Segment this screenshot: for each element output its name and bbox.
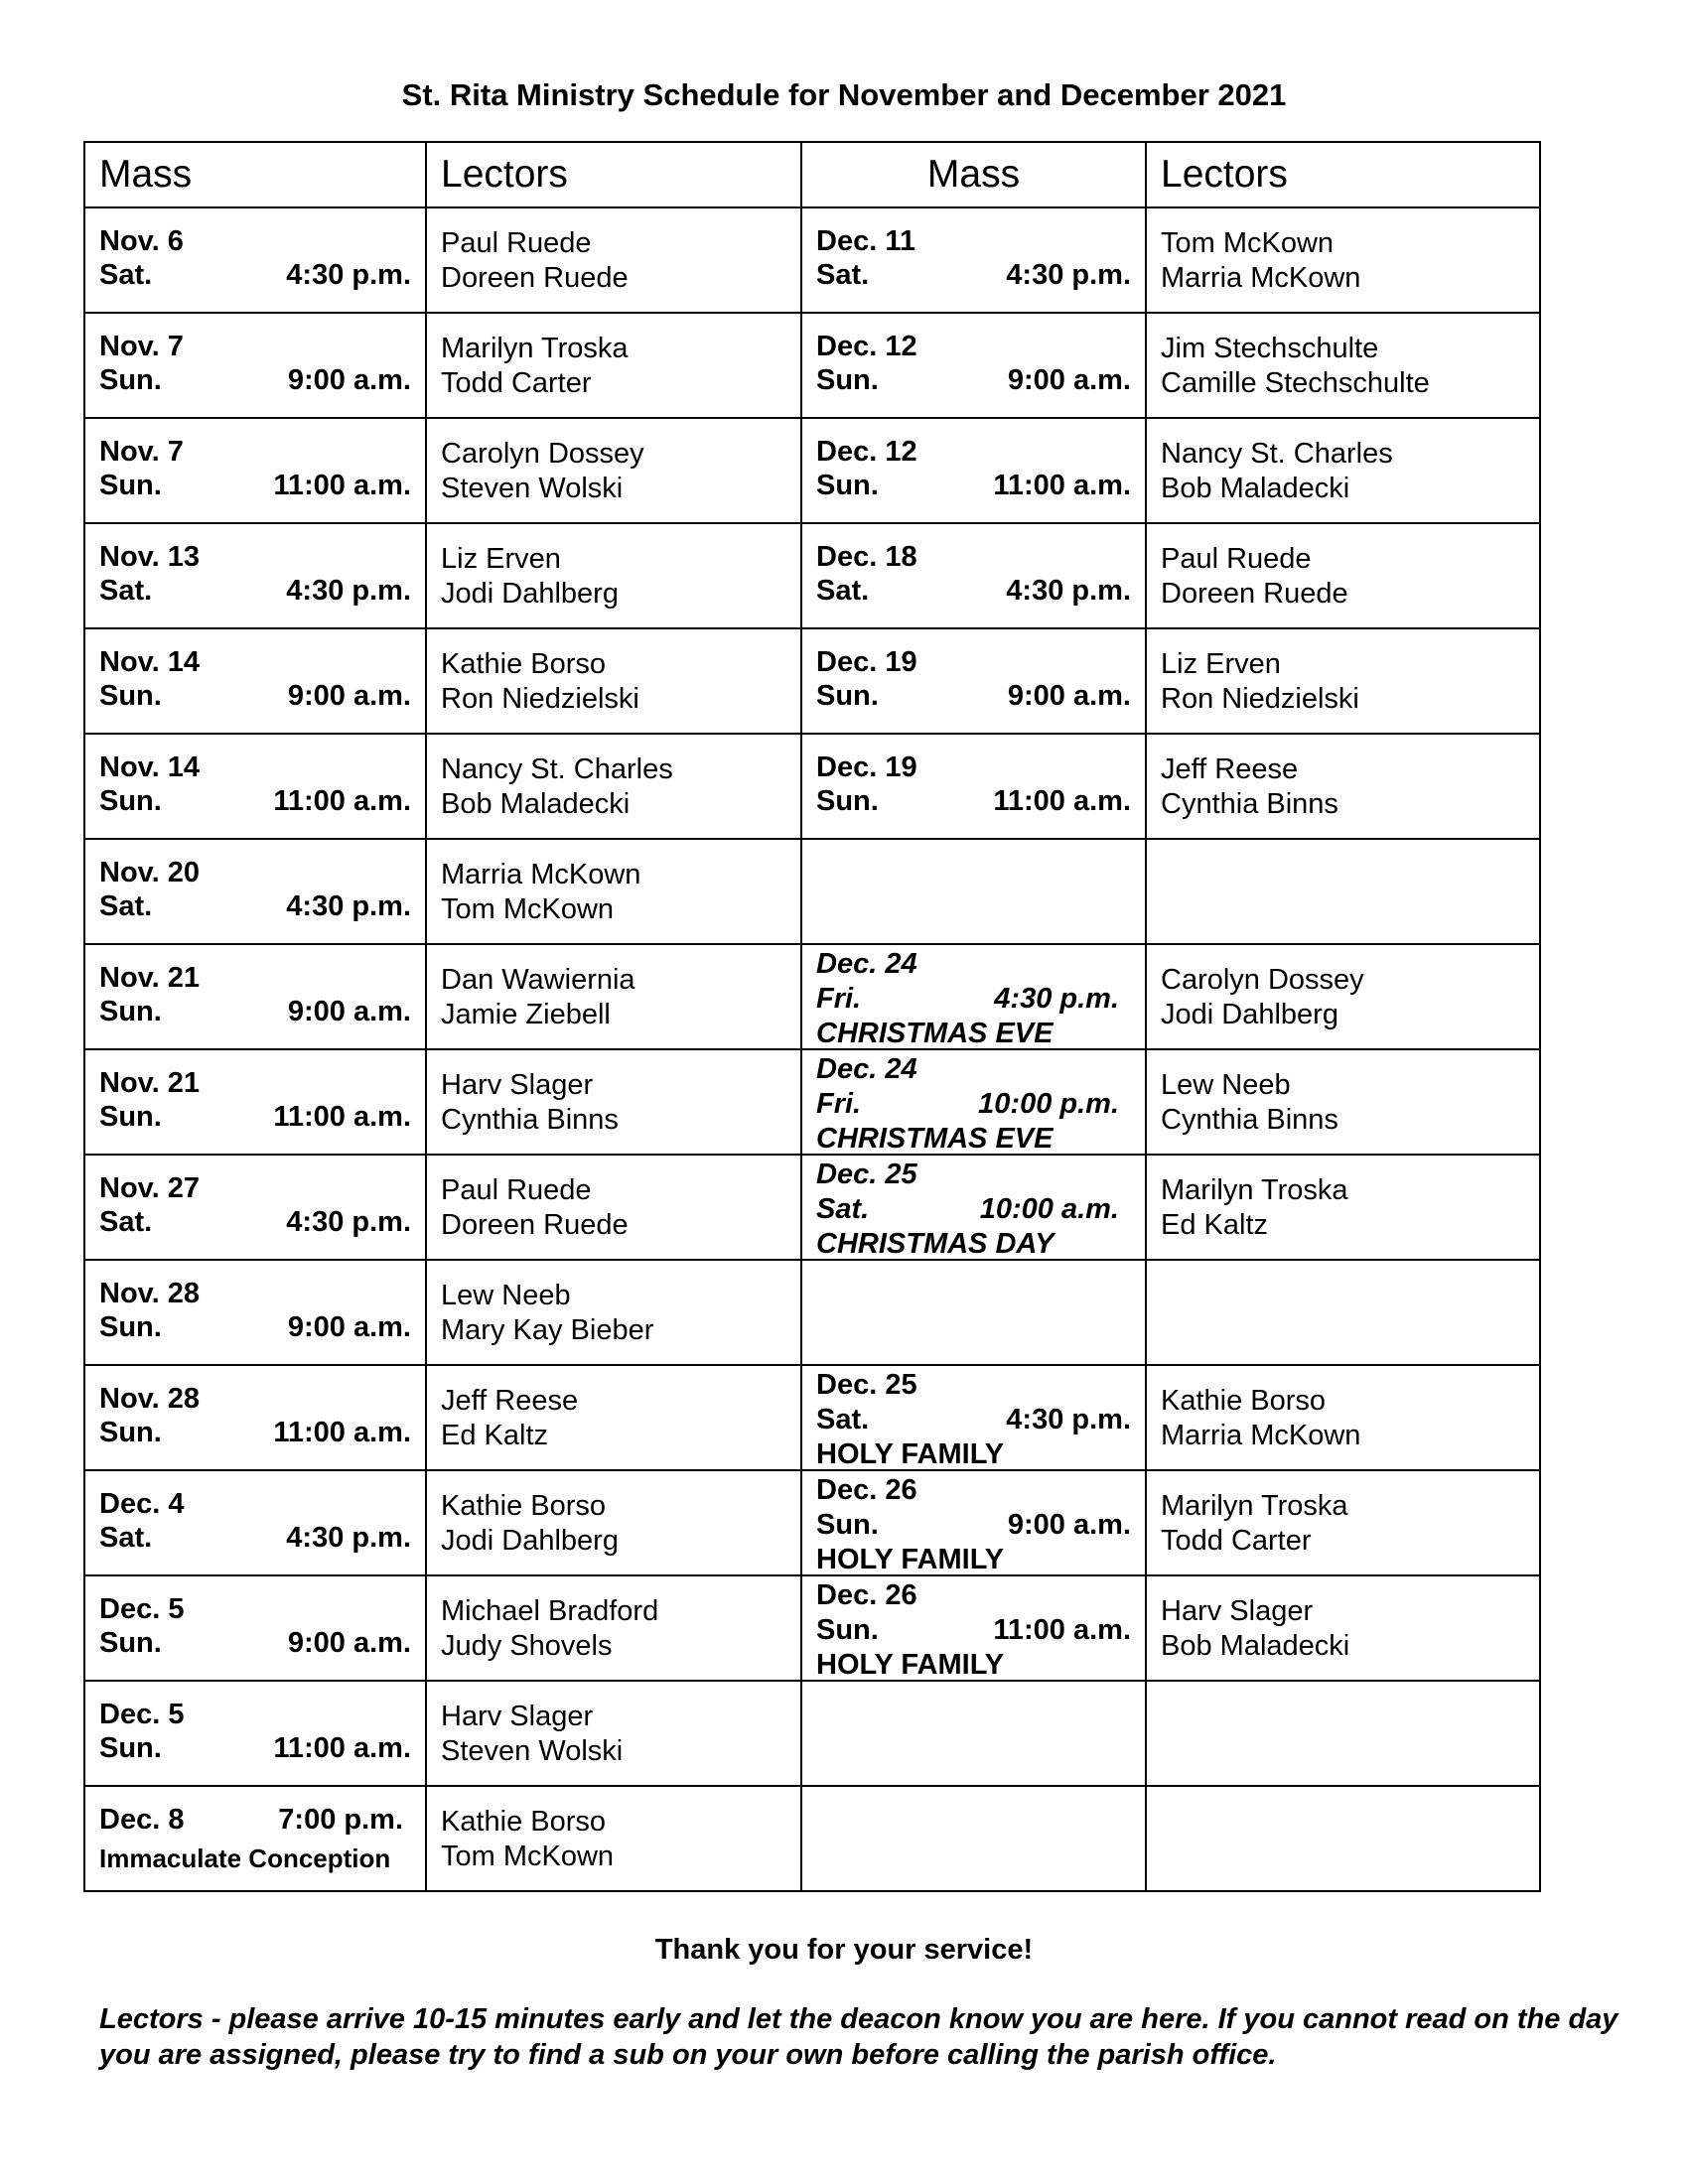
lectors-cell [426, 207, 801, 313]
mass-info [85, 840, 425, 943]
mass-info [802, 945, 1145, 1048]
mass-info [802, 1156, 1145, 1259]
lectors-cell [1146, 944, 1540, 1049]
mass-feast: HOLY FAMILY [816, 1544, 1005, 1575]
mass-date: Nov. 20 [99, 857, 201, 888]
mass-date: Nov. 28 [99, 1278, 201, 1309]
mass-time: 4:30 p.m. [286, 1206, 411, 1238]
mass-time: 7:00 p.m. [278, 1804, 403, 1836]
lector-name: Dan Wawiernia [441, 964, 635, 996]
mass-cell [84, 1575, 426, 1681]
mass-day: Sat. [99, 890, 153, 922]
mass-info [85, 1787, 425, 1890]
mass-day: Sun. [99, 1732, 162, 1764]
lector-name: Marria McKown [1161, 262, 1361, 294]
lectors-cell [1146, 523, 1540, 628]
lector-name: Liz Erven [441, 543, 561, 575]
lector-name: Harv Slager [1161, 1595, 1314, 1627]
table-row [84, 944, 1540, 1049]
mass-cell [801, 1365, 1146, 1470]
lectors-cell [426, 734, 801, 839]
mass-date: Nov. 7 [99, 436, 184, 468]
lector-names [427, 629, 800, 717]
mass-date: Dec. 11 [816, 225, 915, 257]
lectors-cell [426, 1365, 801, 1470]
mass-date: Dec. 25 [816, 1369, 917, 1401]
lector-names [1147, 314, 1539, 401]
mass-time: 4:30 p.m. [1006, 1404, 1131, 1435]
lector-name: Jeff Reese [441, 1385, 579, 1417]
mass-cell [801, 418, 1146, 523]
lectors-cell [1146, 628, 1540, 734]
lector-name: Bob Maladecki [1161, 1630, 1350, 1662]
table-row [84, 1786, 1540, 1891]
mass-time: 11:00 a.m. [993, 470, 1131, 501]
lector-names [427, 314, 800, 401]
mass-feast: CHRISTMAS EVE [816, 1123, 1054, 1155]
mass-time: 10:00 a.m. [979, 1193, 1119, 1225]
mass-cell [84, 1365, 426, 1470]
lector-name: Bob Maladecki [441, 788, 631, 820]
lector-names [427, 524, 800, 612]
mass-info [802, 419, 1145, 522]
lector-name: Jeff Reese [1161, 753, 1299, 785]
mass-info [85, 1682, 425, 1785]
lector-name: Ed Kaltz [441, 1420, 548, 1451]
mass-day: Sun. [99, 785, 162, 817]
mass-date: Nov. 27 [99, 1172, 201, 1204]
lector-names [427, 840, 800, 927]
lectors-cell [1146, 1365, 1540, 1470]
table-row [84, 1681, 1540, 1786]
lectors-cell [1146, 1470, 1540, 1575]
mass-info [85, 1576, 425, 1680]
mass-day: Sun. [816, 364, 879, 396]
mass-day: Sun. [816, 470, 879, 501]
lector-name: Marilyn Troska [441, 333, 629, 364]
mass-day: Sat. [99, 1206, 153, 1238]
mass-date: Nov. 21 [99, 962, 201, 994]
lector-name: Kathie Borso [441, 1490, 607, 1522]
mass-time: 4:30 p.m. [1006, 575, 1131, 607]
lector-names [427, 1050, 800, 1138]
mass-info [85, 629, 425, 733]
lector-name: Ed Kaltz [1161, 1209, 1268, 1241]
mass-info [85, 1156, 425, 1259]
mass-cell [84, 1049, 426, 1155]
lector-name: Marilyn Troska [1161, 1490, 1348, 1522]
lectors-cell [426, 1575, 801, 1681]
mass-time: 10:00 p.m. [978, 1088, 1119, 1120]
mass-time: 11:00 a.m. [273, 1101, 411, 1133]
lector-name: Judy Shovels [441, 1630, 613, 1662]
mass-date: Dec. 19 [816, 751, 917, 783]
mass-date: Nov. 7 [99, 331, 184, 362]
mass-cell [84, 628, 426, 734]
mass-cell [84, 418, 426, 523]
mass-date: Dec. 19 [816, 646, 917, 678]
mass-day: Sat. [816, 1193, 870, 1225]
lector-name: Steven Wolski [441, 473, 624, 504]
mass-date: Nov. 14 [99, 646, 201, 678]
lector-names [427, 945, 800, 1032]
mass-time: 4:30 p.m. [994, 983, 1119, 1015]
lector-name: Cynthia Binns [1161, 1104, 1338, 1136]
mass-time: 9:00 a.m. [287, 364, 411, 396]
mass-date: Dec. 4 [99, 1488, 185, 1520]
lectors-cell [426, 944, 801, 1049]
schedule-table [83, 141, 1541, 1892]
mass-date: Dec. 8 [99, 1804, 185, 1836]
mass-day: Sun. [816, 680, 879, 712]
mass-info [85, 945, 425, 1048]
table-row [84, 839, 1540, 944]
mass-time: 11:00 a.m. [273, 1732, 411, 1764]
lectors-cell [1146, 734, 1540, 839]
mass-cell [801, 1049, 1146, 1155]
empty-lectors-cell [1146, 1260, 1540, 1365]
mass-day: Sun. [99, 996, 162, 1027]
lector-names [1147, 419, 1539, 506]
lector-name: Ron Niedzielski [1161, 683, 1359, 715]
mass-cell [801, 944, 1146, 1049]
lector-name: Lew Neeb [1161, 1069, 1291, 1101]
mass-date: Dec. 12 [816, 436, 917, 468]
lector-name: Marria McKown [441, 859, 641, 890]
mass-info [802, 629, 1145, 733]
mass-feast: CHRISTMAS EVE [816, 1018, 1054, 1049]
mass-date: Dec. 18 [816, 541, 917, 573]
schedule-body [84, 207, 1540, 1891]
mass-cell [801, 734, 1146, 839]
lector-names [1147, 1156, 1539, 1243]
lector-name: Doreen Ruede [441, 262, 629, 294]
mass-info [85, 314, 425, 417]
mass-cell [84, 944, 426, 1049]
mass-cell [801, 1155, 1146, 1260]
lector-names [427, 735, 800, 822]
lector-name: Jim Stechschulte [1161, 333, 1379, 364]
mass-info [85, 735, 425, 838]
header-lectors-left: Lectors [426, 142, 801, 207]
mass-cell [84, 1155, 426, 1260]
mass-day: Sun. [816, 785, 879, 817]
lector-name: Cynthia Binns [441, 1104, 619, 1136]
header-row [84, 142, 1540, 207]
lector-names [427, 1576, 800, 1664]
lector-name: Camille Stechschulte [1161, 367, 1430, 399]
mass-info [85, 1050, 425, 1154]
empty-mass-cell [801, 839, 1146, 944]
lector-names [427, 1471, 800, 1559]
mass-time: 4:30 p.m. [286, 1522, 411, 1554]
lector-name: Liz Erven [1161, 648, 1281, 680]
mass-time: 4:30 p.m. [286, 890, 411, 922]
lector-names [427, 1261, 800, 1348]
lector-names [427, 419, 800, 506]
lectors-cell [426, 628, 801, 734]
empty-lectors-cell [1146, 1681, 1540, 1786]
mass-day: Sat. [99, 259, 153, 291]
table-row [84, 207, 1540, 313]
lector-name: Cynthia Binns [1161, 788, 1338, 820]
table-row [84, 1470, 1540, 1575]
table-row [84, 1155, 1540, 1260]
lector-names [427, 208, 800, 296]
mass-cell [84, 523, 426, 628]
lector-name: Kathie Borso [1161, 1385, 1327, 1417]
mass-date: Dec. 24 [816, 1053, 917, 1085]
lector-names [1147, 1366, 1539, 1453]
mass-info [802, 735, 1145, 838]
table-row [84, 628, 1540, 734]
mass-time: 11:00 a.m. [273, 1417, 411, 1448]
empty-mass-cell [801, 1260, 1146, 1365]
lector-name: Bob Maladecki [1161, 473, 1350, 504]
lectors-cell [426, 839, 801, 944]
empty-mass-cell [801, 1786, 1146, 1891]
lector-name: Nancy St. Charles [1161, 438, 1393, 470]
header-lectors-right: Lectors [1146, 142, 1540, 207]
lectors-cell [1146, 1575, 1540, 1681]
mass-cell [801, 523, 1146, 628]
empty-lectors-cell [1146, 839, 1540, 944]
lector-names [1147, 208, 1539, 296]
lectors-cell [426, 523, 801, 628]
lector-name: Paul Ruede [441, 1174, 592, 1206]
lectors-cell [426, 1155, 801, 1260]
mass-time: 9:00 a.m. [1007, 680, 1131, 712]
mass-time: 4:30 p.m. [286, 259, 411, 291]
lector-names [427, 1156, 800, 1243]
lector-name: Tom McKown [1161, 227, 1335, 259]
mass-day: Sat. [99, 575, 153, 607]
lector-name: Harv Slager [441, 1069, 594, 1101]
lector-names [427, 1787, 800, 1874]
mass-day: Sun. [99, 1101, 162, 1133]
lector-instructions: Lectors - please arrive 10-15 minutes early and let the deacon know you are here. If you cannot read on the day you are assigned, please try to find a sub on your own before calling the parish office. [99, 2003, 1618, 2071]
lector-name: Tom McKown [441, 1841, 615, 1872]
mass-time: 11:00 a.m. [273, 785, 411, 817]
lector-name: Carolyn Dossey [441, 438, 644, 470]
mass-cell [84, 1681, 426, 1786]
table-row [84, 1049, 1540, 1155]
lector-names [427, 1682, 800, 1769]
mass-date: Nov. 14 [99, 751, 201, 783]
lectors-cell [426, 1470, 801, 1575]
mass-cell [801, 628, 1146, 734]
mass-time: 9:00 a.m. [1007, 364, 1131, 396]
table-row [84, 313, 1540, 418]
lector-name: Marria McKown [1161, 1420, 1361, 1451]
lector-names [1147, 1050, 1539, 1138]
mass-info [85, 524, 425, 627]
lector-names [1147, 629, 1539, 717]
lector-name: Marilyn Troska [1161, 1174, 1348, 1206]
lector-name: Jodi Dahlberg [441, 1525, 619, 1557]
mass-cell [801, 207, 1146, 313]
mass-date: Nov. 28 [99, 1383, 201, 1415]
table-row [84, 1365, 1540, 1470]
lector-name: Kathie Borso [441, 648, 607, 680]
mass-day: Sat. [99, 1522, 153, 1554]
mass-cell [84, 313, 426, 418]
table-row [84, 418, 1540, 523]
mass-info [85, 419, 425, 522]
lector-names [1147, 735, 1539, 822]
lector-name: Doreen Ruede [1161, 578, 1348, 610]
mass-day: Sun. [816, 1614, 879, 1646]
lector-name: Tom McKown [441, 893, 615, 925]
mass-day: Sun. [99, 1627, 162, 1659]
mass-date: Dec. 26 [816, 1579, 917, 1611]
lector-names [427, 1366, 800, 1453]
table-row [84, 523, 1540, 628]
mass-feast: Immaculate Conception [99, 1843, 391, 1873]
mass-cell [801, 313, 1146, 418]
mass-cell [801, 1575, 1146, 1681]
lectors-cell [426, 1681, 801, 1786]
mass-time: 9:00 a.m. [287, 680, 411, 712]
mass-date: Nov. 21 [99, 1067, 201, 1099]
lectors-cell [426, 418, 801, 523]
mass-day: Sat. [816, 575, 870, 607]
mass-day: Sat. [816, 259, 870, 291]
lector-name: Todd Carter [1161, 1525, 1312, 1557]
lector-name: Harv Slager [441, 1701, 594, 1732]
table-row [84, 1575, 1540, 1681]
lector-name: Paul Ruede [441, 227, 592, 259]
lector-name: Steven Wolski [441, 1735, 624, 1767]
mass-feast: HOLY FAMILY [816, 1649, 1005, 1681]
empty-lectors-cell [1146, 1786, 1540, 1891]
header-mass-right: Mass [801, 142, 1146, 207]
mass-feast: CHRISTMAS DAY [816, 1228, 1055, 1260]
mass-time: 9:00 a.m. [1007, 1509, 1131, 1541]
mass-time: 9:00 a.m. [287, 1627, 411, 1659]
lector-name: Todd Carter [441, 367, 592, 399]
mass-info [85, 208, 425, 312]
lector-name: Lew Neeb [441, 1280, 571, 1311]
lector-names [1147, 1576, 1539, 1664]
lector-name: Paul Ruede [1161, 543, 1312, 575]
mass-cell [84, 1260, 426, 1365]
lector-name: Michael Bradford [441, 1595, 659, 1627]
lectors-cell [1146, 1155, 1540, 1260]
lectors-cell [426, 1260, 801, 1365]
lectors-cell [1146, 313, 1540, 418]
lector-name: Kathie Borso [441, 1806, 607, 1838]
lector-name: Jamie Ziebell [441, 999, 611, 1030]
table-row [84, 1260, 1540, 1365]
mass-info [802, 1576, 1145, 1680]
lectors-cell [426, 313, 801, 418]
mass-date: Dec. 5 [99, 1699, 185, 1730]
mass-date: Nov. 6 [99, 225, 184, 257]
lector-names [1147, 945, 1539, 1032]
mass-time: 4:30 p.m. [286, 575, 411, 607]
table-row [84, 734, 1540, 839]
mass-info [802, 314, 1145, 417]
lectors-cell [1146, 418, 1540, 523]
mass-time: 4:30 p.m. [1006, 259, 1131, 291]
lector-name: Mary Kay Bieber [441, 1314, 654, 1346]
mass-time: 11:00 a.m. [993, 785, 1131, 817]
lector-name: Doreen Ruede [441, 1209, 629, 1241]
mass-info [85, 1261, 425, 1364]
lector-names [1147, 1471, 1539, 1559]
mass-time: 9:00 a.m. [287, 996, 411, 1027]
mass-time: 11:00 a.m. [273, 470, 411, 501]
mass-info [802, 208, 1145, 312]
mass-date: Dec. 12 [816, 331, 917, 362]
lector-name: Nancy St. Charles [441, 753, 673, 785]
lectors-cell [1146, 207, 1540, 313]
mass-info [802, 1471, 1145, 1574]
mass-feast: HOLY FAMILY [816, 1438, 1005, 1470]
thanks-message: Thank you for your service! [654, 1934, 1034, 1966]
mass-info [85, 1366, 425, 1469]
empty-mass-cell [801, 1681, 1146, 1786]
mass-info [802, 1366, 1145, 1469]
mass-info [85, 1471, 425, 1574]
mass-time: 11:00 a.m. [993, 1614, 1131, 1646]
mass-info [802, 524, 1145, 627]
mass-day: Sun. [99, 364, 162, 396]
mass-cell [84, 839, 426, 944]
lectors-cell [426, 1786, 801, 1891]
lector-names [1147, 524, 1539, 612]
mass-time: 9:00 a.m. [287, 1311, 411, 1343]
mass-info [802, 1050, 1145, 1154]
lector-name: Ron Niedzielski [441, 683, 639, 715]
mass-day: Fri. [816, 1088, 862, 1120]
lector-name: Carolyn Dossey [1161, 964, 1364, 996]
lector-name: Jodi Dahlberg [1161, 999, 1338, 1030]
mass-date: Dec. 25 [816, 1159, 917, 1190]
lector-name: Jodi Dahlberg [441, 578, 619, 610]
mass-day: Sun. [99, 1417, 162, 1448]
mass-date: Dec. 5 [99, 1593, 185, 1625]
mass-cell [84, 1786, 426, 1891]
mass-day: Sun. [99, 1311, 162, 1343]
mass-cell [801, 1470, 1146, 1575]
mass-day: Sun. [99, 680, 162, 712]
mass-cell [84, 734, 426, 839]
page-title: St. Rita Ministry Schedule for November and December 2021 [401, 77, 1287, 112]
mass-cell [84, 207, 426, 313]
mass-day: Sun. [99, 470, 162, 501]
lectors-cell [1146, 1049, 1540, 1155]
mass-day: Sun. [816, 1509, 879, 1541]
mass-day: Sat. [816, 1404, 870, 1435]
mass-date: Dec. 24 [816, 948, 917, 980]
header-mass-left: Mass [84, 142, 426, 207]
mass-cell [84, 1470, 426, 1575]
lectors-cell [426, 1049, 801, 1155]
mass-day: Fri. [816, 983, 862, 1015]
mass-date: Dec. 26 [816, 1474, 917, 1506]
mass-date: Nov. 13 [99, 541, 201, 573]
